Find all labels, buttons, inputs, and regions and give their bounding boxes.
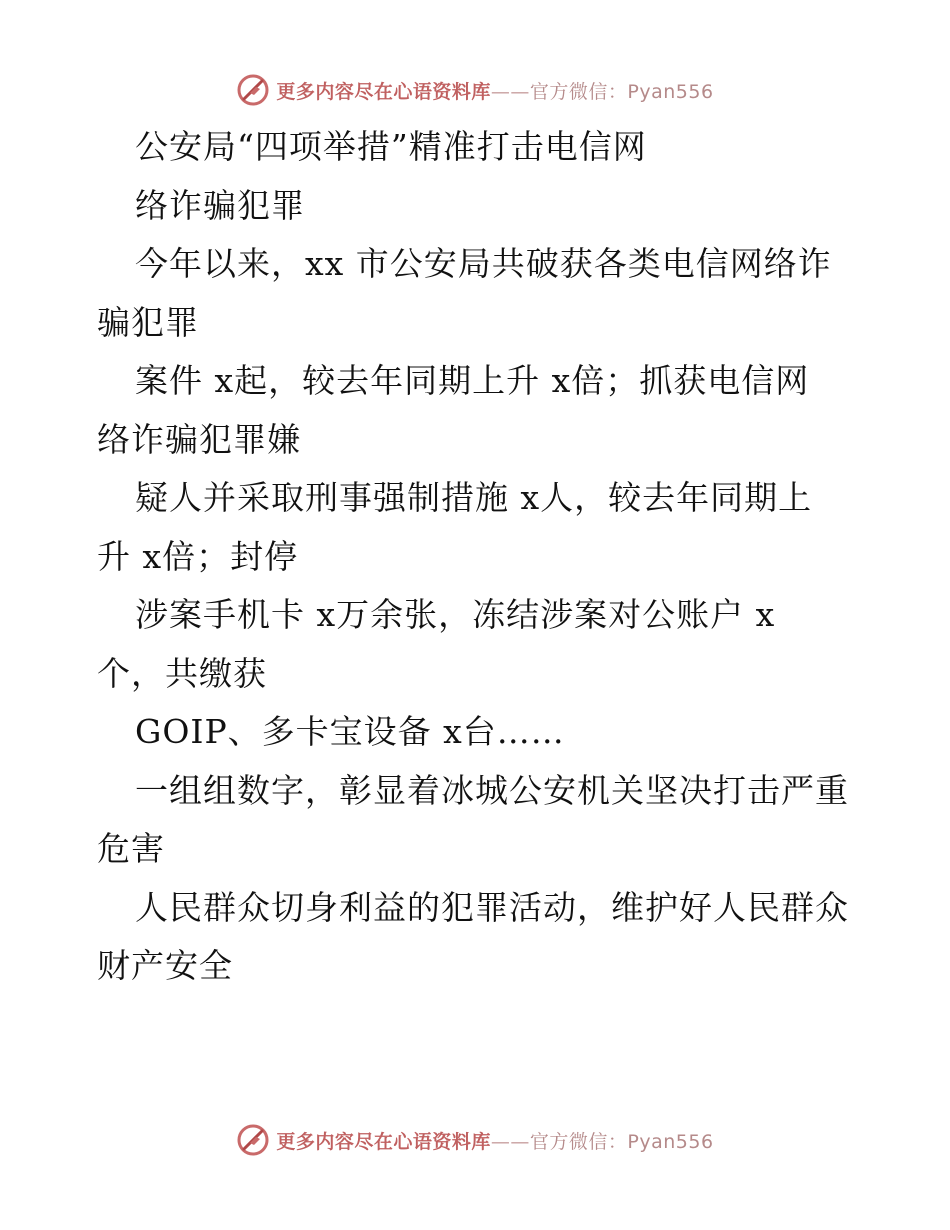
footer-brand: 更多内容尽在心语资料库 [276, 1130, 491, 1153]
text-line: 今年以来，xx 市公安局共破获各类电信网络诈 [135, 244, 832, 283]
footer-text [276, 1127, 713, 1154]
text-line: 财产安全 [97, 946, 233, 985]
text-line: 疑人并采取刑事强制措施 x人，较去年同期上 [135, 478, 813, 517]
footer-separator: —— [490, 1130, 530, 1153]
text-line: 公安局“四项举措”精准打击电信网 [135, 127, 647, 166]
text-line: GOIP、多卡宝设备 x台…… [135, 712, 565, 751]
document-body [97, 118, 867, 996]
footer-wechat: 官方微信：Pyan556 [529, 1130, 714, 1153]
text-line: 个，共缴获 [97, 653, 267, 693]
text-line: 升 x倍；封停 [97, 536, 299, 576]
header-banner [0, 70, 950, 110]
text-line: 危害 [97, 829, 165, 868]
text-line: 络诈骗犯罪嫌 [97, 419, 301, 459]
text-line: 涉案手机卡 x万余张，冻结涉案对公账户 x [135, 595, 776, 634]
header-wechat: 官方微信：Pyan556 [529, 80, 714, 103]
header-text [276, 77, 713, 104]
text-line: 人民群众切身利益的犯罪活动，维护好人民群众 [135, 887, 849, 927]
text-line: 络诈骗犯罪 [135, 185, 305, 225]
header-brand: 更多内容尽在心语资料库 [276, 80, 491, 103]
text-line: 一组组数字，彰显着冰城公安机关坚决打击严重 [135, 770, 849, 810]
quill-logo-icon [236, 1123, 270, 1157]
footer-banner [0, 1120, 950, 1160]
header-separator: —— [490, 80, 530, 103]
quill-logo-icon [236, 73, 270, 107]
text-line: 骗犯罪 [97, 302, 199, 342]
text-line: 案件 x起，较去年同期上升 x倍；抓获电信网 [135, 361, 810, 400]
